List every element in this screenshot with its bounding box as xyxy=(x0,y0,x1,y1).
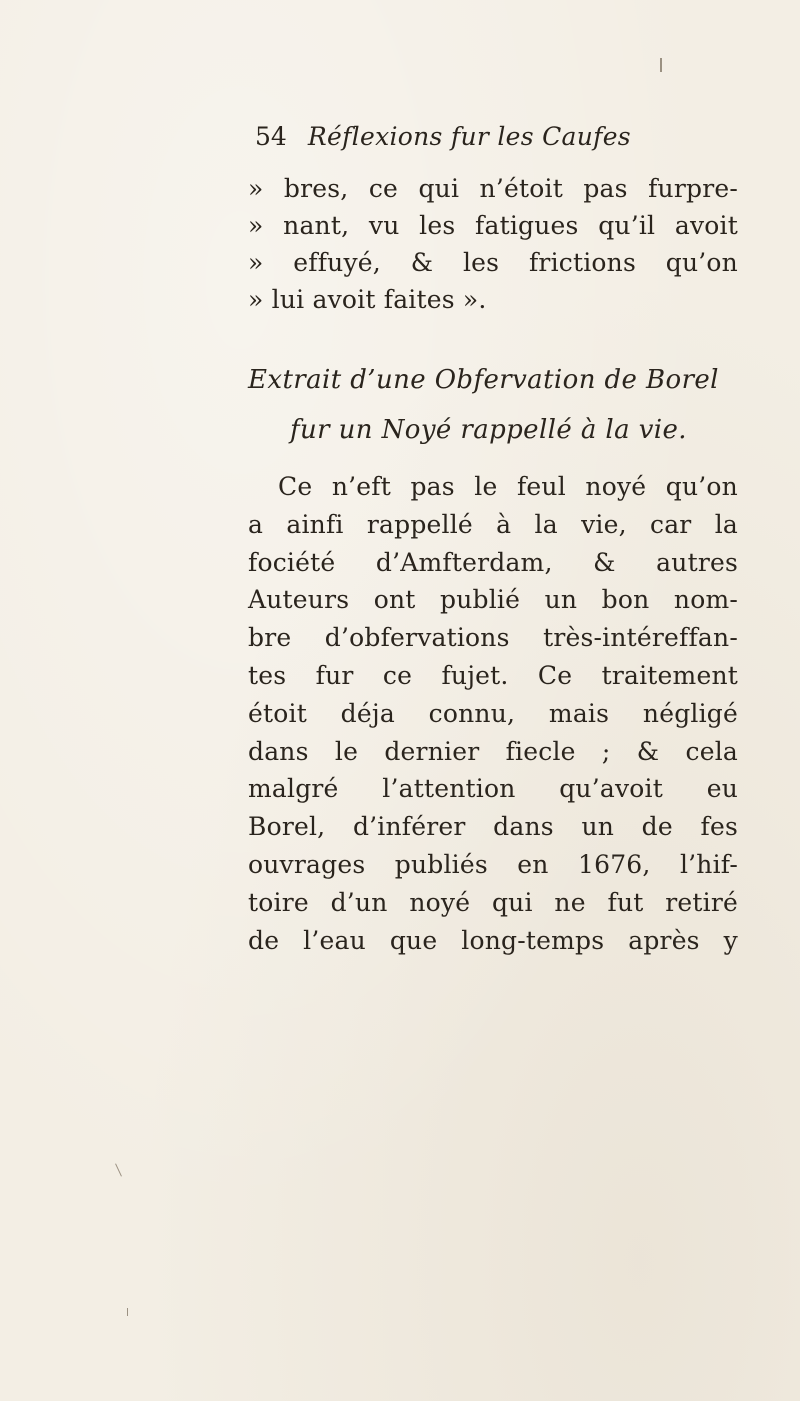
body-line: tes fur ce fujet. Ce traitement xyxy=(248,660,738,690)
section-heading xyxy=(248,355,748,455)
quote-line: » nant, vu les fatigues qu’il avoit xyxy=(248,211,738,240)
body-line: fociété d’Amfterdam, & autres xyxy=(248,547,738,577)
body-line: Ce n’eft pas le feul noyé qu’on xyxy=(278,472,738,501)
section-heading-line-2: fur un Noyé rappellé à la vie. xyxy=(290,415,687,445)
page-header xyxy=(255,122,725,162)
body-line: ouvrages publiés en 1676, l’hif- xyxy=(248,849,738,879)
page-number: 54 xyxy=(255,122,287,151)
paper-speck xyxy=(115,1163,122,1176)
body-line: a ainfi rappellé à la vie, car la xyxy=(248,509,738,539)
body-line: Auteurs ont publié un bon nom- xyxy=(248,585,738,615)
quote-line: » lui avoit faites ». xyxy=(248,285,487,314)
quoted-passage xyxy=(248,170,738,318)
section-heading-line-1: Extrait d’une Obfervation de Borel xyxy=(248,365,719,395)
body-line: de l’eau que long-temps après y xyxy=(248,925,738,955)
body-line: Borel, d’inférer dans un de fes xyxy=(248,812,738,842)
quote-line: » bres, ce qui n’étoit pas furpre- xyxy=(248,174,738,203)
paper-speck xyxy=(660,58,662,72)
body-line: toire d’un noyé qui ne fut retiré xyxy=(248,887,738,917)
body-line: dans le dernier fiecle ; & cela xyxy=(248,736,738,766)
quote-line: » effuyé, & les frictions qu’on xyxy=(248,248,738,277)
body-line: étoit déja connu, mais négligé xyxy=(248,698,738,728)
body-paragraph xyxy=(248,468,738,959)
paper-speck xyxy=(127,1308,128,1316)
running-title: Réflexions fur les Caufes xyxy=(307,122,631,151)
body-line: malgré l’attention qu’avoit eu xyxy=(248,774,738,804)
body-line: bre d’obfervations très-intéreffan- xyxy=(248,623,738,653)
